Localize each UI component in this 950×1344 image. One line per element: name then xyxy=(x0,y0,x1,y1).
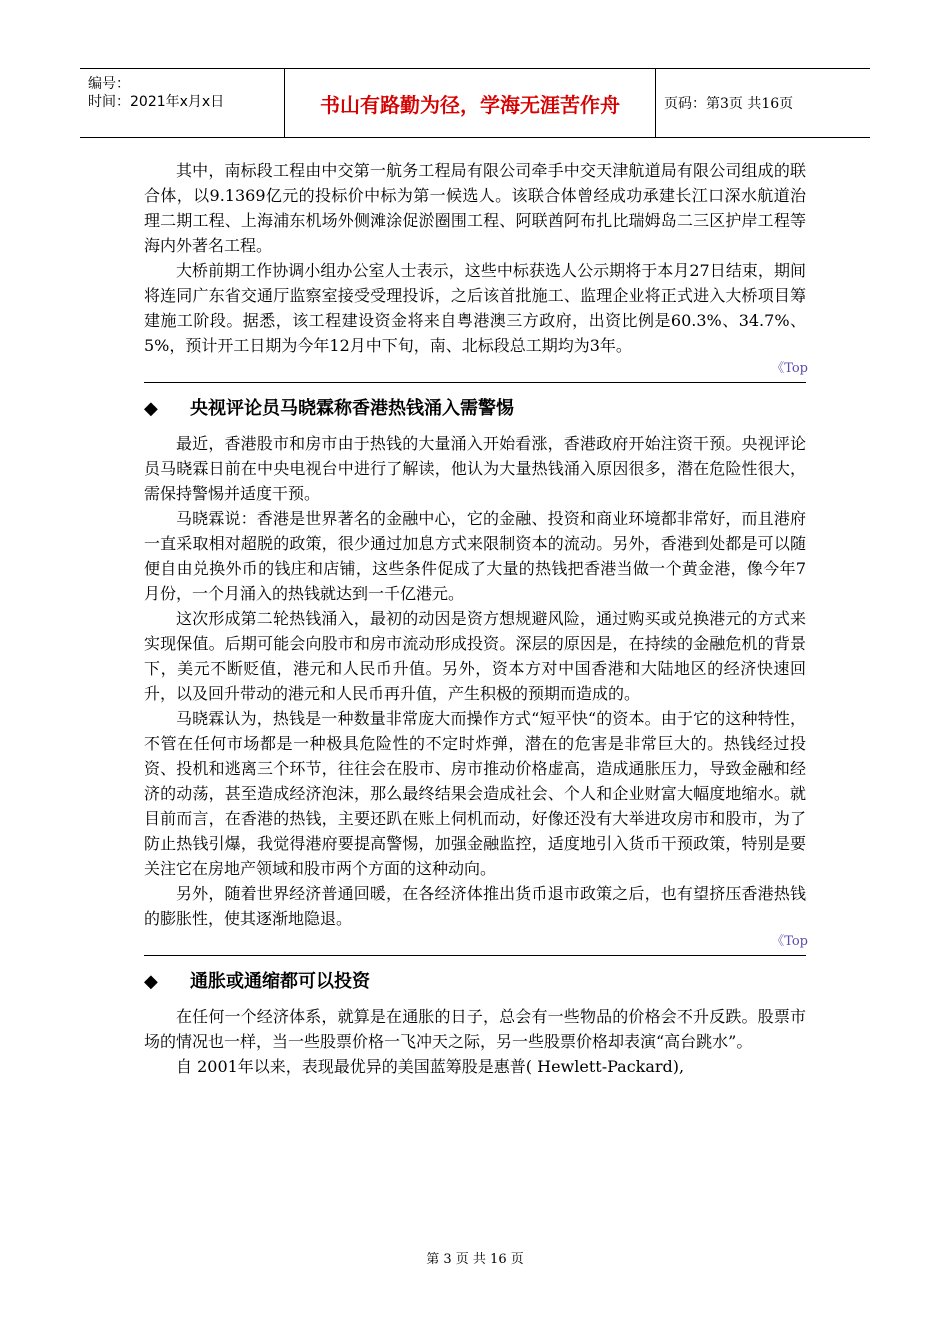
section-heading xyxy=(144,391,806,427)
section-title: 通胀或通缩都可以投资 xyxy=(190,971,370,992)
header-meta xyxy=(80,69,285,137)
paragraph: 自 2001年以来，表现最优异的美国蓝筹股是惠普( Hewlett-Packard), xyxy=(176,1057,685,1076)
document-body xyxy=(144,158,806,1079)
page-header xyxy=(80,68,870,138)
section-divider xyxy=(144,382,806,383)
paragraph: 这次形成第二轮热钱涌入，最初的动因是资方想规避风险，通过购买或兑换港元的方式来实现保值。后期可能会向股市和房市流动形成投资。深层的原因是，在持续的金融危机的背景下，美元不断贬值，港元和人民币升值。另外，资本方对中国香港和大陆地区的经济快速回升，以及回升带动的港元和人民币再升值，产生积极的预期而造成的。 xyxy=(144,609,806,703)
top-link[interactable]: 《Top xyxy=(771,361,808,376)
diamond-bullet-icon: ◆ xyxy=(144,971,158,992)
page-footer: 第 3 页 共 16 页 xyxy=(426,1252,524,1267)
paragraph: 在任何一个经济体系，就算是在通胀的日子，总会有一些物品的价格会不升反跌。股票市场的情况也一样，当一些股票价格一飞冲天之际，另一些股票价格却表演“高台跳水”。 xyxy=(144,1007,806,1051)
paragraph: 另外，随着世界经济普通回暖，在各经济体推出货币退市政策之后，也有望挤压香港热钱的膨胀性，使其逐渐地隐退。 xyxy=(144,884,806,928)
header-motto: 书山有路勤为径，学海无涯苦作舟 xyxy=(285,69,656,137)
header-page-info: 页码：第3页 共16页 xyxy=(664,96,794,112)
paragraph: 最近，香港股市和房市由于热钱的大量涌入开始看涨，香港政府开始注资干预。央视评论员马晓霖日前在中央电视台中进行了解读，他认为大量热钱涌入原因很多，潜在危险性很大，需保持警惕并适度干预。 xyxy=(144,434,806,503)
paragraph: 其中，南标段工程由中交第一航务工程局有限公司牵手中交天津航道局有限公司组成的联合体，以9.1369亿元的投标价中标为第一候选人。该联合体曾经成功承建长江口深水航道治理二期工程、上海浦东机场外侧滩涂促淤圈围工程、阿联酋阿布扎比瑞姆岛二三区护岸工程等海内外著名工程。 xyxy=(144,161,806,255)
section-title: 央视评论员马晓霖称香港热钱涌入需警惕 xyxy=(190,398,514,419)
top-link[interactable]: 《Top xyxy=(771,934,808,949)
paragraph: 大桥前期工作协调小组办公室人士表示，这些中标获选人公示期将于本月27日结束，期间将连同广东省交通厅监察室接受受理投诉，之后该首批施工、监理企业将正式进入大桥项目筹建施工阶段。据悉，该工程建设资金将来自粤港澳三方政府，出资比例是60.3%、34.7%、5%，预计开工日期为今年12月中下旬，南、北标段总工期均为3年。 xyxy=(144,261,806,355)
section-divider xyxy=(144,955,806,956)
paragraph: 马晓霖认为，热钱是一种数量非常庞大而操作方式“短平快“的资本。由于它的这种特性，不管在任何市场都是一种极具危险性的不定时炸弹，潜在的危害是非常巨大的。热钱经过投资、投机和逃离三个环节，往往会在股市、房市推动价格虚高，造成通胀压力，导致金融和经济的动荡，甚至造成经济泡沫，那么最终结果会造成社会、个人和企业财富大幅度地缩水。就目前而言，在香港的热钱，主要还趴在账上伺机而动，好像还没有大举进攻房市和股市，为了防止热钱引爆，我觉得港府要提高警惕，加强金融监控，适度地引入货币干预政策，特别是要关注它在房地产领域和股市两个方面的这种动向。 xyxy=(144,709,806,878)
header-date: 时间：2021年x月x日 xyxy=(88,94,225,110)
paragraph: 马晓霖说：香港是世界著名的金融中心，它的金融、投资和商业环境都非常好，而且港府一直采取相对超脱的政策，很少通过加息方式来限制资本的流动。另外，香港到处都是可以随便自由兑换外币的钱庄和店铺，这些条件促成了大量的热钱把香港当做一个黄金港，像今年7月份，一个月涌入的热钱就达到一千亿港元。 xyxy=(144,509,806,603)
section-heading xyxy=(144,964,806,1000)
diamond-bullet-icon: ◆ xyxy=(144,398,158,419)
header-number-label: 编号： xyxy=(88,76,130,92)
